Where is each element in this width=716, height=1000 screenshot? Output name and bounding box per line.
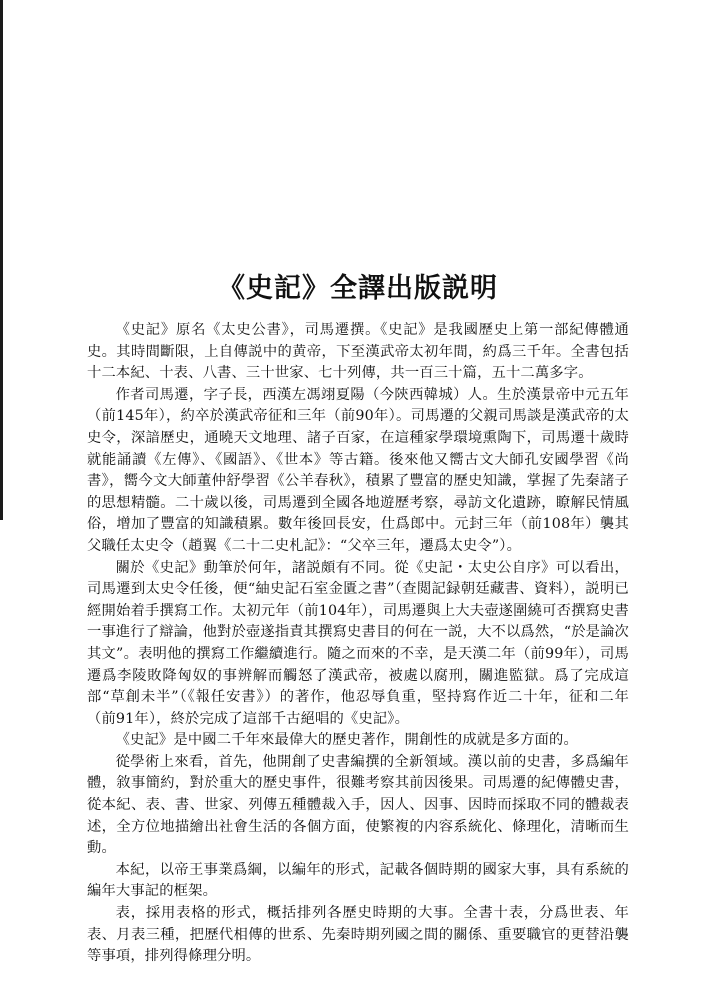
- document-title: 《史記》全譯出版説明: [218, 273, 498, 304]
- paragraph-biao: 表，採用表格的形式，概括排列各歷史時期的大事。全書十表，分爲世表、年表、月表三種，把歷代相傳的世系、先秦時期列國之間的關係、重要職官的更替沿襲等事項，排列得條理分明。: [87, 905, 629, 965]
- scan-edge-shadow: [0, 0, 3, 520]
- paragraph-author: 作者司馬遷，字子長，西漢左馮翊夏陽（今陝西韓城）人。生於漢景帝中元五年（前145年），約卒於漢武帝征和三年（前90年）。司馬遷的父親司馬談是漢武帝的太史令，深諳歷史，通曉天文地理、諸子百家，在這種家學環境熏陶下，司馬遷十歲時就能誦讀《左傳》、《國語》、《世本》等古籍。後來他又嚮古文大師孔安國學習《尚書》，嚮今文大師董仲舒學習《公羊春秋》，積累了豐富的歷史知識，掌握了先秦諸子的思想精髓。二十歲以後，司馬遷到全國各地遊歷考察，尋訪文化遺跡，瞭解民情風俗，增加了豐富的知識積累。數年後回長安，仕爲郎中。元封三年（前108年）襲其父職任太史令（趙翼《二十二史札記》：“父卒三年，遷爲太史令”）。: [87, 386, 629, 554]
- paragraph-intro: 《史記》原名《太史公書》，司馬遷撰。《史記》是我國歷史上第一部紀傳體通史。其時間斷限，上自傳説中的黄帝，下至漢武帝太初年間，約爲三千年。全書包括十二本紀、十表、八書、三十世家、七十列傳，共一百三十篇，五十二萬多字。: [87, 322, 629, 382]
- paragraph-significance: 《史記》是中國二千年來最偉大的歷史著作，開創性的成就是多方面的。: [115, 732, 578, 749]
- document-body: [87, 320, 629, 968]
- paragraph-benji: 本紀，以帝王事業爲綱，以編年的形式，記載各個時期的國家大事，具有系統的編年大事記的框架。: [87, 861, 629, 900]
- paragraph-composition: 關於《史記》動筆於何年，諸説頗有不同。從《史記・太史公自序》可以看出，司馬遷到太史令任後，便“紬史記石室金匱之書”（查閲記録朝廷藏書、資料），説明已經開始着手撰寫工作。太初元年（前104年），司馬遷與上大夫壺遂圍繞可否撰寫史書一事進行了辯論，他對於壺遂指責其撰寫史書目的何在一説，大不以爲然，“於是論次其文”。表明他的撰寫工作繼續進行。隨之而來的不幸，是天漢二年（前99年），司馬遷爲李陵敗降匈奴的事辨解而觸怒了漢武帝，被處以腐刑，關進監獄。爲了完成這部“草創未半”（《報任安書》）的著作，他忍辱負重，堅持寫作近二十年，征和二年（前91年），終於完成了這部千古絕唱的《史記》。: [87, 559, 629, 727]
- paragraph-scholarship: 從學術上來看，首先，他開創了史書編撰的全新領域。漢以前的史書，多爲編年體，敘事簡約，對於重大的歷史事件，很難考察其前因後果。司馬遷的紀傳體史書，從本紀、表、書、世家、列傳五種體裁入手，因人、因事、因時而採取不同的體裁表述，全方位地描繪出社會生活的各個方面，使繁複的内容系統化、條理化，清晰而生動。: [87, 753, 629, 857]
